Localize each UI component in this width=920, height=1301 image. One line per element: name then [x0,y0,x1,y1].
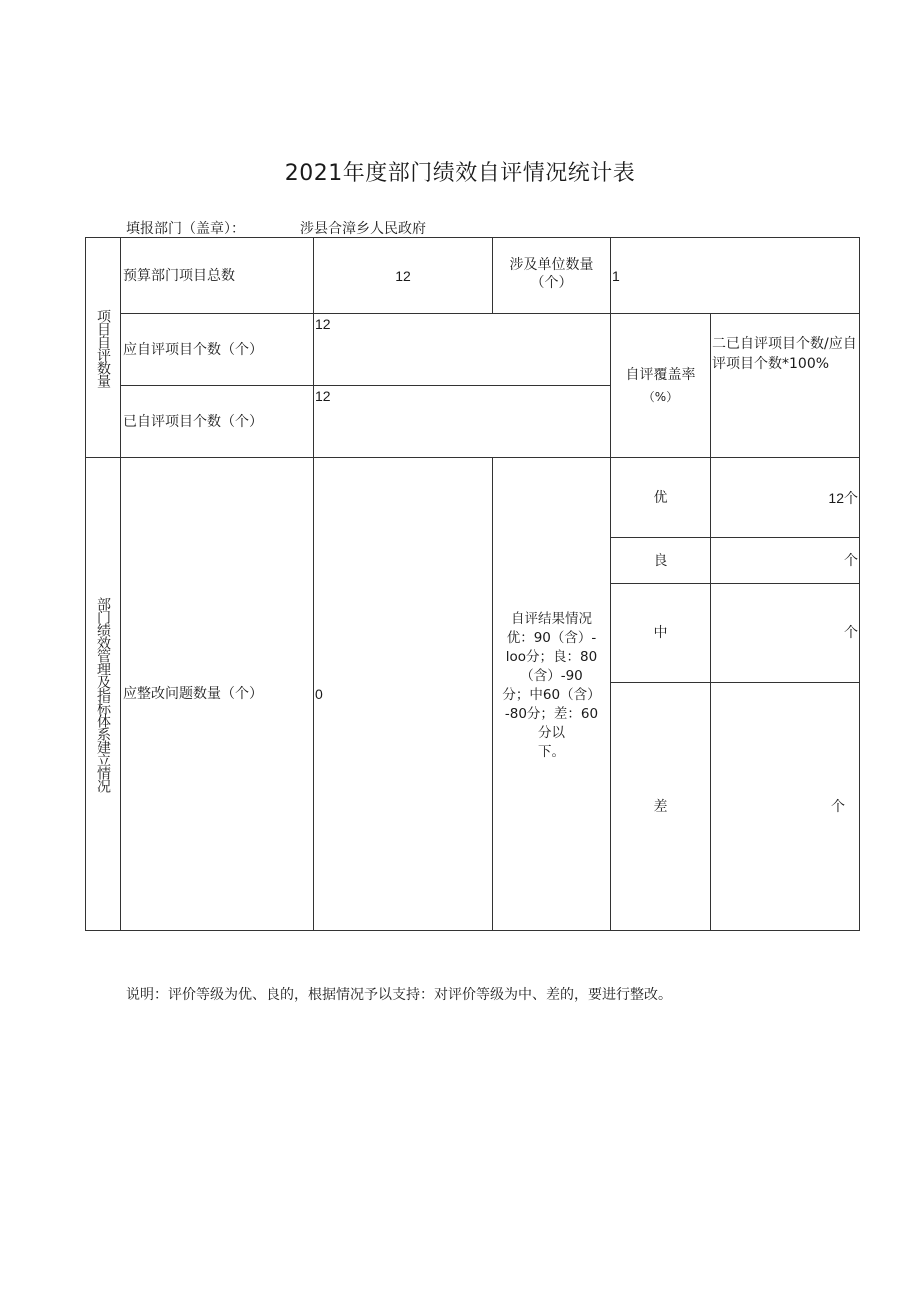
result-description-line: （含）-90 [520,668,583,684]
result-description-line: 自评结果情况 [511,611,592,627]
result-description [493,610,610,762]
page-title: 2021年度部门绩效自评情况统计表 [284,161,636,186]
filler-line [126,218,426,238]
grade-poor: 差 [653,798,668,815]
result-description-line: 下。 [538,744,565,760]
grade-poor-count: 个 [831,798,845,815]
grade-excellent-count: 12个 [828,489,858,506]
coverage-label [611,314,710,457]
done-eval-value: 12 [315,388,331,404]
grade-excellent: 优 [653,489,668,506]
should-eval-label: 应自评项目个数（个） [123,341,263,358]
stats-table [85,237,860,931]
filler-org: 涉县合漳乡人民政府 [300,221,426,237]
footnote: 说明：评价等级为优、良的，根据情况予以支持：对评价等级为中、差的，要进行整改。 [126,987,672,1003]
units-value: 1 [612,267,620,284]
result-description-line: 优：90（含）- [506,630,597,646]
section2-header: 部门绩效管理及指标体系建立情况 [95,596,111,792]
done-eval-label: 已自评项目个数（个） [123,413,263,430]
filler-label: 填报部门（盖章）： [126,221,245,237]
result-description-line: loo分；良：80 [505,649,598,665]
rectify-value: 0 [315,686,323,702]
grade-good: 良 [653,552,668,569]
grade-medium: 中 [653,625,668,641]
budget-total-label: 预算部门项目总数 [123,267,235,284]
result-description-line: 分；中60（含） [502,687,601,703]
coverage-label-unit: （%） [642,389,679,404]
should-eval-value: 12 [315,316,331,332]
rectify-label: 应整改问题数量（个） [123,686,263,702]
result-description-line: 分以 [538,725,565,741]
grade-good-count: 个 [844,552,858,569]
coverage-formula: 二已自评项目个数/应自评项目个数*100% [712,336,857,372]
coverage-label-main: 自评覆盖率 [625,366,696,383]
section1-header: 项目自评数量 [95,308,111,387]
result-description-line: -80分；差：60 [504,706,599,722]
budget-total-value: 12 [395,267,411,284]
grade-medium-count: 个 [844,625,858,641]
units-label: 涉及单位数量（个） [509,257,594,291]
